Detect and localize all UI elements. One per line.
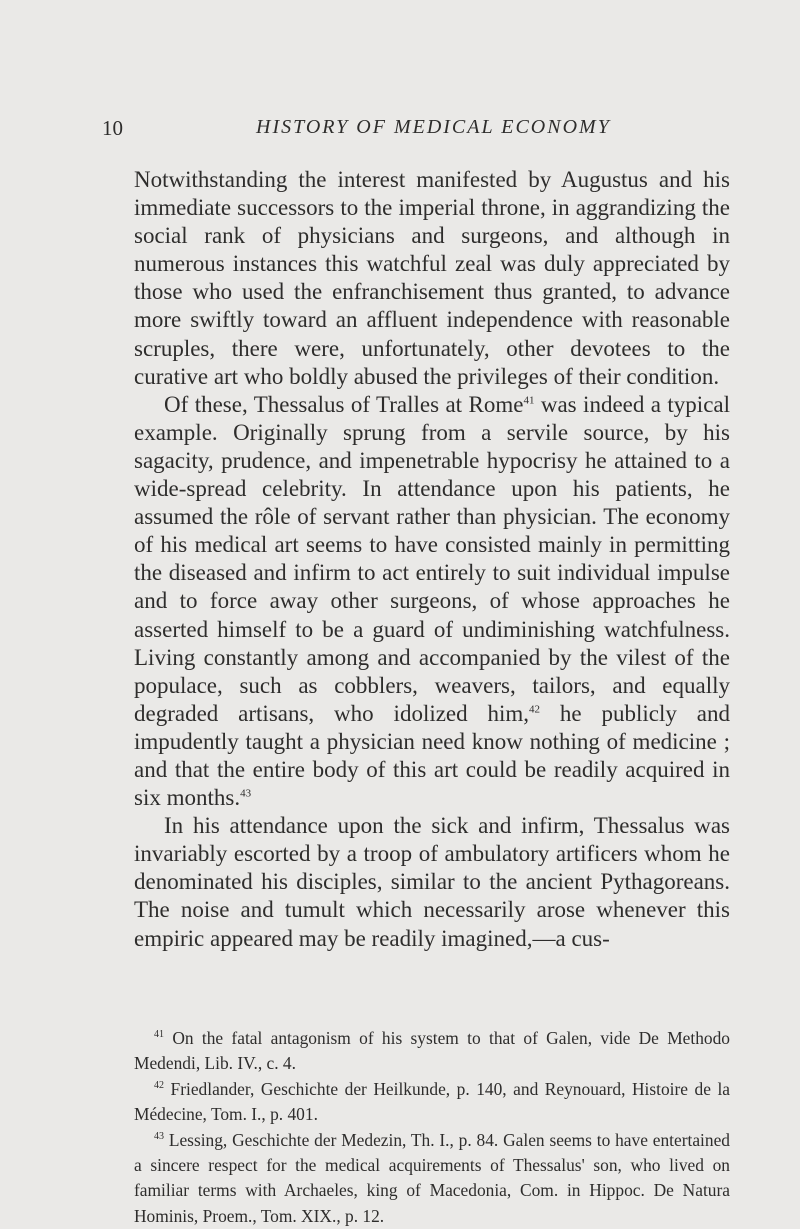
footnote-text: Lessing, Geschichte der Medezin, Th. I., p. 84. Galen seems to have entertained a sincere respect for the medical acquirements of Thessalus' son, who lived on familiar terms with Archaeles, king of Macedonia, Com. in Hippoc. De Natura Hominis, Proem., Tom. XIX., p. 12.	[134, 1129, 730, 1226]
footnote-ref-41: 41	[523, 394, 535, 407]
footnote	[134, 1128, 730, 1229]
paragraph-2-text-a: Of these, Thessalus of Tralles at Rome	[164, 391, 524, 417]
paragraph-2-text-c: he publicly and impudently taught a physician need know nothing of medicine ; and that the entire body of this art could be readily acquired in six months.	[134, 700, 730, 811]
footnotes	[134, 1026, 730, 1229]
body-text	[134, 166, 730, 953]
footnote-ref-42: 42	[529, 703, 541, 716]
page-header	[102, 116, 722, 152]
page-number: 10	[102, 116, 123, 140]
footnote-text: On the fatal antagonism of his system to that of Galen, vide De Methodo Medendi, Lib. IV., c. 4.	[134, 1028, 730, 1074]
footnote-number: 41	[154, 1029, 164, 1041]
footnote	[134, 1077, 730, 1128]
footnote-ref-43: 43	[240, 787, 252, 800]
paragraph-2-text-b: was indeed a typical example. Originally sprung from a servile source, by his sagacity, prudence, and impenetrable hypocrisy he attained to a wide-spread celebrity. In attendance upon his patients, he assumed the rôle of servant rather than physician. The economy of his medical art seems to have consisted mainly in permitting the diseased and infirm to act entirely to suit individual impulse and to force away other surgeons, of whose approaches he asserted himself to be a guard of undiminishing watchfulness. Living constantly among and accompanied by the vilest of the populace, such as cobblers, weavers, tailors, and equally degraded artisans, who idolized him,	[134, 391, 730, 726]
footnote	[134, 1026, 730, 1077]
paragraph-3-text: In his attendance upon the sick and infirm, Thessalus was invariably escorted by a troop of ambulatory artificers whom he denominated his disciples, similar to the ancient Pythagoreans. The noise and tumult which necessarily arose whenever this empiric appeared may be readily imagined,—a cus-	[134, 813, 730, 951]
paragraph-1	[134, 166, 730, 391]
paragraph-1-text: Notwithstanding the interest manifested by Augustus and his immediate successors to the imperial throne, in aggrandizing the social rank of physicians and surgeons, and although in numerous instances this watchful zeal was duly appreciated by those who used the enfranchisement thus granted, to advance more swiftly toward an affluent independence with reasonable scruples, there were, unfortunately, other devotees to the curative art who boldly abused the privileges of their condition.	[134, 167, 730, 389]
footnote-number: 42	[154, 1080, 164, 1092]
paragraph-3	[134, 812, 730, 952]
running-head: HISTORY OF MEDICAL ECONOMY	[256, 116, 611, 138]
paragraph-2	[134, 391, 730, 812]
footnote-number: 43	[154, 1130, 164, 1142]
footnote-text: Friedlander, Geschichte der Heilkunde, p. 140, and Reynouard, Histoire de la Médecine, Tom. I., p. 401.	[134, 1078, 730, 1125]
